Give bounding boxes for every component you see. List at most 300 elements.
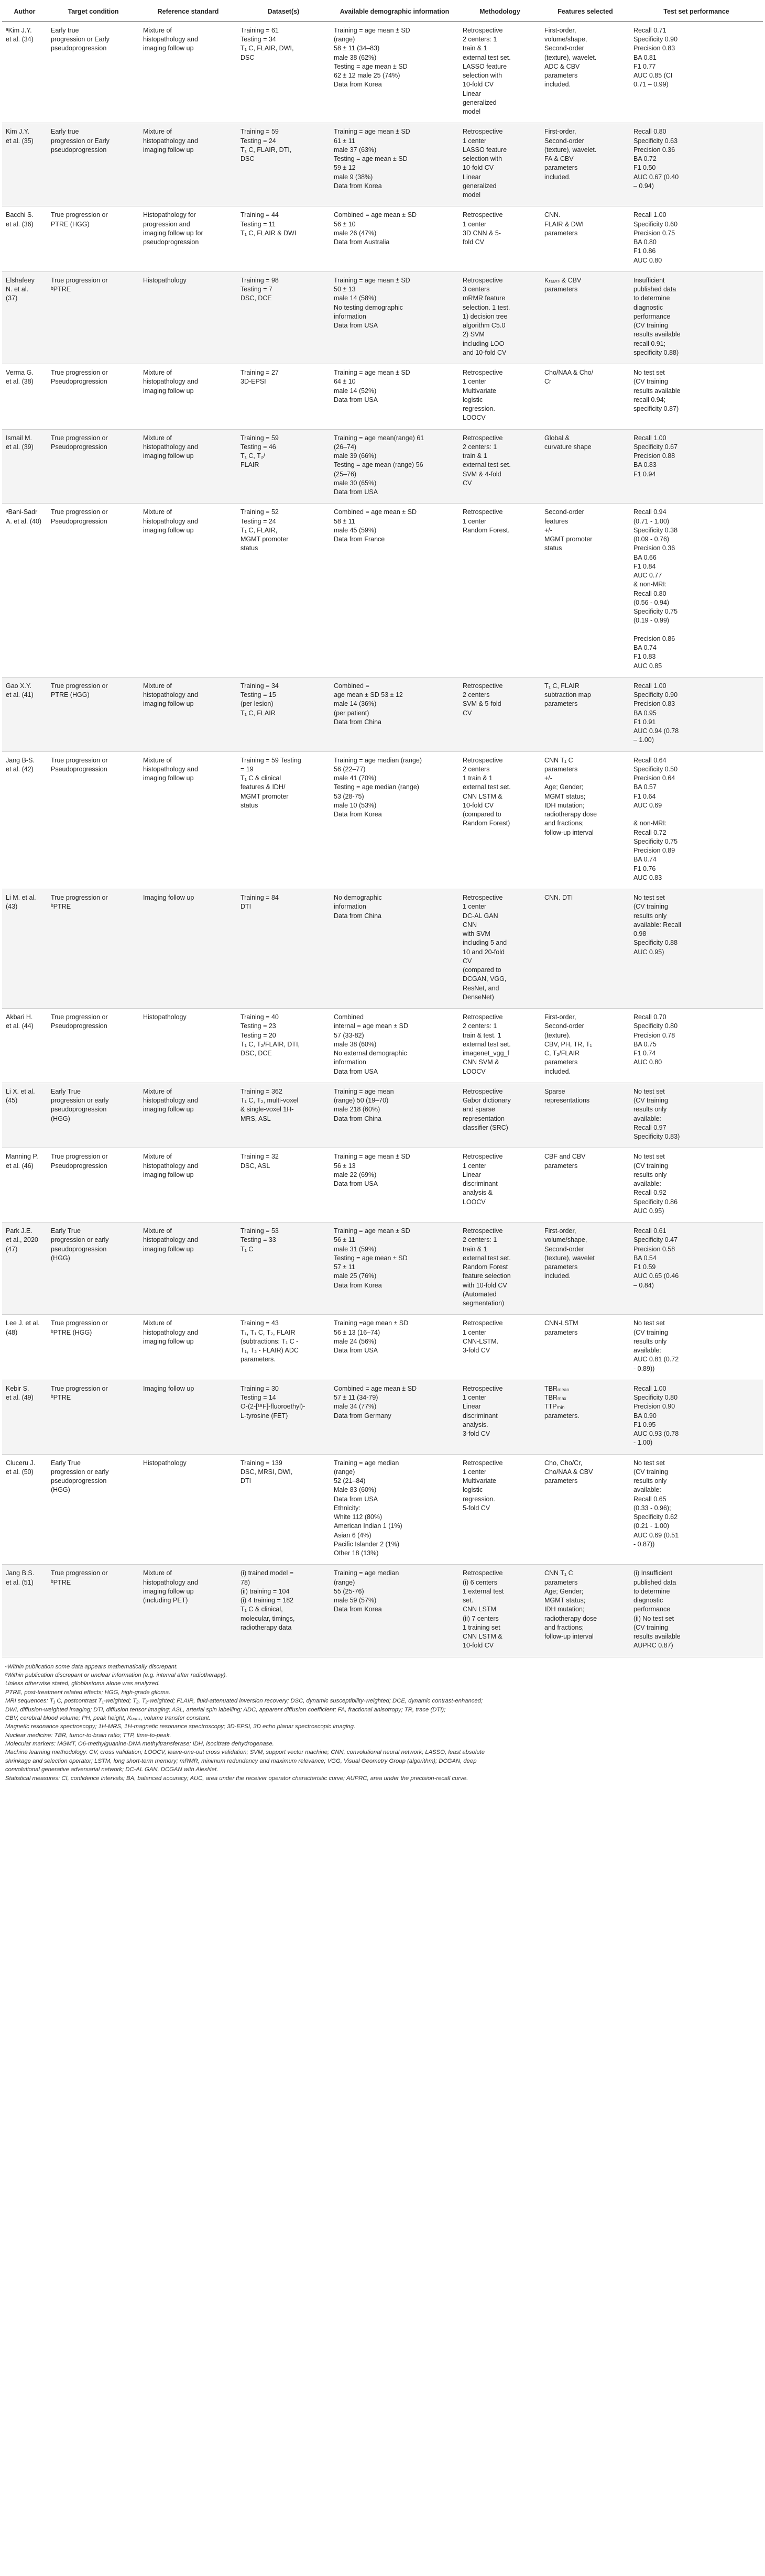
author-cell: [2, 123, 47, 206]
cell-line: (0.33 - 0.96);: [633, 1504, 671, 1512]
footnote-line: shrinkage and selection operator; LSTM, long short-term memory; mRMR, minimum redundancy and maximum relevance; VGG, Visual Geometry Group (algorithm); DCGAN, deep: [5, 1758, 477, 1764]
datasets-cell: [237, 1380, 330, 1454]
author-cell: [2, 1454, 47, 1565]
cell-line: First-order,: [544, 26, 576, 34]
cell-line: Age; Gender;: [544, 1587, 584, 1595]
cell-line: Bacchi S.: [6, 211, 34, 219]
cell-line: Training = age mean(range) 61: [334, 434, 424, 442]
footnote-line: MRI sequences: T₁ C, postcontrast T₁-weighted; T₂, T₂-weighted; FLAIR, fluid-attenuated inversion recovery; DSC, dynamic susceptibility-weighted; DCE, dynamic contrast-enhanced;: [5, 1698, 483, 1705]
cell-line: 3D-EPSI: [241, 378, 266, 386]
cell-line: MRS, ASL: [241, 1115, 271, 1122]
cell-line: (i) Insufficient: [633, 1569, 673, 1577]
cell-line: ResNet, and: [463, 984, 499, 992]
cell-line: First-order,: [544, 1227, 576, 1235]
cell-line: Retrospective: [463, 1013, 503, 1021]
cell-line: train & 1: [463, 1245, 487, 1253]
cell-line: 1 center: [463, 1394, 487, 1402]
cell-line: 0.98: [633, 930, 647, 938]
cell-line: 2 centers: 1: [463, 1236, 497, 1244]
cell-line: male 38 (60%): [334, 1040, 377, 1048]
cell-line: True progression or: [51, 211, 108, 219]
cell-line: Elshafeey: [6, 276, 35, 284]
cell-line: T₁ C: [241, 1245, 254, 1253]
cell-line: (37): [6, 294, 18, 302]
reference-standard-cell: [139, 1083, 237, 1148]
cell-line: published data: [633, 286, 676, 293]
cell-line: Training = age median: [334, 1459, 399, 1467]
cell-line: Second-order: [544, 1022, 584, 1030]
cell-line: BA 0.95: [633, 709, 657, 717]
cell-line: 52 (21–84): [334, 1477, 366, 1485]
cell-line: Sparse: [544, 1087, 565, 1095]
cell-line: included.: [544, 1067, 571, 1075]
reference-standard-cell: [139, 21, 237, 123]
cell-line: No demographic: [334, 894, 382, 902]
cell-line: Pseudoprogression: [51, 443, 107, 451]
cell-line: Li X. et al.: [6, 1087, 35, 1095]
cell-line: Recall 0.92: [633, 1189, 666, 1197]
cell-line: Global &: [544, 434, 570, 442]
cell-line: (CV training: [633, 1623, 668, 1631]
cell-line: (CV training: [633, 1097, 668, 1105]
performance-cell: [630, 123, 763, 206]
cell-line: included.: [544, 1272, 571, 1280]
target-condition-cell: [47, 1565, 139, 1657]
cell-line: parameters: [544, 765, 578, 773]
datasets-cell: [237, 1148, 330, 1222]
cell-line: Training = 362: [241, 1087, 282, 1095]
cell-line: Combined = age mean ± SD: [334, 508, 417, 516]
cell-line: – 0.94): [633, 182, 654, 190]
column-header: Reference standard: [139, 0, 237, 21]
cell-line: Training = age mean ± SD: [334, 369, 410, 377]
cell-line: Training = 59 Testing: [241, 756, 301, 764]
cell-line: included.: [544, 173, 571, 181]
cell-line: Mixture of: [143, 128, 172, 136]
features-cell: [541, 504, 630, 678]
cell-line: selection with: [463, 155, 502, 163]
footnote-line: Magnetic resonance spectroscopy; 1H-MRS, 1H-magnetic resonance spectroscopy; 3D-EPSI, 3D echo planar spectroscopic imaging.: [5, 1723, 356, 1730]
cell-line: Recall 0.72: [633, 828, 666, 836]
cell-line: molecular, timings,: [241, 1614, 295, 1622]
performance-cell: [630, 1454, 763, 1565]
performance-cell: [630, 1315, 763, 1380]
cell-line: representation: [463, 1115, 505, 1122]
cell-line: No testing demographic: [334, 303, 403, 311]
cell-line: Training = age mean ± SD: [334, 26, 410, 34]
author-cell: [2, 504, 47, 678]
cell-line: (i) 4 training = 182: [241, 1597, 294, 1604]
methodology-cell: [459, 504, 541, 678]
cell-line: (i) 6 centers: [463, 1578, 497, 1586]
cell-line: Early true: [51, 26, 79, 34]
cell-line: Retrospective: [463, 894, 503, 902]
cell-line: published data: [633, 1578, 676, 1586]
cell-line: Testing = 15: [241, 691, 276, 699]
cell-line: AUC 0.69 (0.51: [633, 1531, 679, 1539]
cell-line: (texture), wavelet.: [544, 53, 597, 61]
cell-line: curvature shape: [544, 443, 592, 451]
footnote-line: Statistical measures: CI, confidence intervals; BA, balanced accuracy; AUC, area under the receiver operator characteristic curve; AUPRC, area under the precision-recall curve.: [5, 1775, 468, 1782]
cell-line: (per lesion): [241, 700, 274, 708]
cell-line: radiotherapy dose: [544, 811, 597, 818]
cell-line: histopathology and: [143, 378, 198, 386]
cell-line: Training = 43: [241, 1319, 279, 1327]
cell-line: Retrospective: [463, 434, 503, 442]
cell-line: Lee J. et al.: [6, 1319, 40, 1327]
cell-line: Li M. et al.: [6, 894, 36, 902]
target-condition-cell: [47, 504, 139, 678]
footnote-line: Machine learning methodology: CV, cross validation; LOOCV, leave-one-out cross validation; SVM, support vector machine; CNN, convolutional neural network; LASSO, least absolute: [5, 1749, 485, 1756]
cell-line: – 0.84): [633, 1281, 654, 1289]
cell-line: F1 0.95: [633, 1421, 656, 1428]
cell-line: set.: [463, 1597, 474, 1604]
footnote-line: ᵇWithin publication discrepant or unclear information (e.g. interval after radiotherapy).: [5, 1672, 227, 1678]
cell-line: male 25 (76%): [334, 1272, 377, 1280]
table-footnotes: [2, 1657, 763, 1787]
cell-line: CBV, PH, TR, T₁: [544, 1040, 592, 1048]
cell-line: (including PET): [143, 1597, 188, 1604]
cell-line: 1 training set: [463, 1623, 500, 1631]
cell-line: male 59 (57%): [334, 1597, 377, 1604]
cell-line: 5-fold CV: [463, 1504, 490, 1512]
cell-line: Retrospective: [463, 756, 503, 764]
cell-line: results available: [633, 1633, 681, 1641]
table-row: [2, 1315, 763, 1380]
cell-line: segmentation): [463, 1300, 505, 1307]
cell-line: True progression or: [51, 1013, 108, 1021]
cell-line: Kₜᵣₐₙₛ & CBV: [544, 276, 582, 284]
cell-line: 1 external test: [463, 1587, 504, 1595]
cell-line: Early True: [51, 1227, 81, 1235]
cell-line: 56 ± 13: [334, 1162, 356, 1170]
datasets-cell: [237, 206, 330, 272]
features-cell: [541, 206, 630, 272]
cell-line: DSC: [241, 155, 255, 163]
cell-line: Recall 0.61: [633, 1227, 666, 1235]
cell-line: imaging follow up: [143, 1106, 194, 1114]
datasets-cell: [237, 677, 330, 751]
cell-line: DCGAN, VGG,: [463, 975, 507, 983]
header-row: [2, 0, 763, 21]
reference-standard-cell: [139, 504, 237, 678]
table-row: [2, 1009, 763, 1083]
table-row: [2, 1083, 763, 1148]
cell-line: Specificity 0.75: [633, 837, 678, 845]
table-row: [2, 429, 763, 504]
cell-line: Insufficient: [633, 276, 665, 284]
cell-line: male 14 (58%): [334, 294, 377, 302]
column-header: Features selected: [541, 0, 630, 21]
column-header: Test set performance: [630, 0, 763, 21]
table-row: [2, 1148, 763, 1222]
cell-line: BA 0.66: [633, 553, 657, 561]
author-cell: [2, 1083, 47, 1148]
demographics-cell: [330, 1315, 459, 1380]
footnote-line: Unless otherwise stated, glioblastoma alone was analyzed.: [5, 1680, 160, 1687]
cell-line: T₁ C, FLAIR,: [241, 526, 278, 534]
cell-line: et al. (36): [6, 220, 34, 228]
methodology-cell: [459, 429, 541, 504]
cell-line: et al. (50): [6, 1468, 34, 1476]
cell-line: Recall 0.64: [633, 756, 666, 764]
cell-line: – 1.00): [633, 736, 654, 744]
cell-line: MGMT promoter: [241, 536, 289, 543]
cell-line: Specificity 0.83): [633, 1133, 680, 1141]
cell-line: 62 ± 12 male 25 (74%): [334, 72, 400, 80]
cell-line: T₁ C & clinical,: [241, 1606, 283, 1613]
cell-line: imaging follow up for: [143, 229, 203, 237]
cell-line: (i) trained model =: [241, 1569, 294, 1577]
datasets-cell: [237, 429, 330, 504]
cell-line: Training = 59: [241, 434, 279, 442]
cell-line: T₁ C & clinical: [241, 774, 281, 782]
cell-line: Second-order: [544, 137, 584, 145]
cell-line: pseudoprogression: [51, 45, 107, 52]
methodology-cell: [459, 889, 541, 1009]
cell-line: Training = 84: [241, 894, 279, 902]
cell-line: Testing = 20: [241, 1031, 276, 1039]
cell-line: imaging follow up: [143, 45, 194, 52]
cell-line: BA 0.83: [633, 461, 657, 469]
cell-line: generalized: [463, 99, 497, 106]
cell-line: (CV training: [633, 1162, 668, 1170]
cell-line: et al. (41): [6, 691, 34, 699]
cell-line: et al. (44): [6, 1022, 34, 1030]
cell-line: Recall 0.80: [633, 128, 666, 136]
cell-line: Histopathology: [143, 1459, 187, 1467]
datasets-cell: [237, 21, 330, 123]
cell-line: Recall 1.00: [633, 434, 666, 442]
cell-line: LASSO feature: [463, 146, 507, 154]
cell-line: BA 0.57: [633, 783, 657, 791]
cell-line: (ii) training = 104: [241, 1587, 290, 1595]
cell-line: Combined: [334, 1013, 364, 1021]
cell-line: IDH mutation;: [544, 1606, 585, 1613]
author-cell: [2, 1148, 47, 1222]
cell-line: Precision 0.58: [633, 1245, 675, 1253]
cell-line: Training = 61: [241, 26, 279, 34]
target-condition-cell: [47, 1083, 139, 1148]
cell-line: - 0.87)): [633, 1540, 655, 1548]
author-cell: [2, 1380, 47, 1454]
cell-line: Training = 44: [241, 211, 279, 219]
cell-line: Kebir S.: [6, 1384, 29, 1392]
cell-line: features & IDH/: [241, 783, 286, 791]
cell-line: imaging follow up: [143, 387, 194, 395]
cell-line: and sparse: [463, 1106, 495, 1114]
features-cell: [541, 1380, 630, 1454]
cell-line: Precision 0.90: [633, 1403, 675, 1411]
cell-line: male 14 (36%): [334, 700, 377, 708]
cell-line: imaging follow up: [143, 1245, 194, 1253]
cell-line: Cr: [544, 378, 552, 386]
methodology-cell: [459, 271, 541, 364]
methodology-cell: [459, 1083, 541, 1148]
cell-line: Specificity 0.50: [633, 765, 678, 773]
target-condition-cell: [47, 123, 139, 206]
cell-line: ADC & CBV: [544, 62, 580, 70]
cell-line: performance: [633, 1606, 671, 1613]
table-row: [2, 1222, 763, 1315]
cell-line: Early true: [51, 128, 79, 136]
author-cell: [2, 677, 47, 751]
demographics-cell: [330, 1454, 459, 1565]
cell-line: Testing = 33: [241, 1236, 276, 1244]
cell-line: No external demographic: [334, 1050, 407, 1057]
cell-line: classifier (SRC): [463, 1123, 508, 1131]
cell-line: Training = 52: [241, 508, 279, 516]
cell-line: Precision 0.88: [633, 452, 675, 460]
cell-line: (25–76): [334, 470, 357, 478]
cell-line: parameters: [544, 1578, 578, 1586]
cell-line: Data from China: [334, 1115, 382, 1122]
demographics-cell: [330, 1380, 459, 1454]
cell-line: Specificity 0.90: [633, 691, 678, 699]
performance-cell: [630, 1083, 763, 1148]
cell-line: Testing = 46: [241, 443, 276, 451]
cell-line: Park J.E.: [6, 1227, 32, 1235]
cell-line: parameters: [544, 229, 578, 237]
cell-line: Precision 0.86: [633, 635, 675, 642]
cell-line: True progression or: [51, 1319, 108, 1327]
cell-line: imaging follow up: [143, 1337, 194, 1345]
table-row: [2, 1454, 763, 1565]
cell-line: Data from USA: [334, 488, 378, 496]
cell-line: et al. (46): [6, 1162, 34, 1170]
cell-line: Retrospective: [463, 211, 503, 219]
cell-line: Recall 0.94: [633, 508, 666, 516]
cell-line: Training = age median: [334, 1569, 399, 1577]
cell-line: PTRE (HGG): [51, 220, 90, 228]
performance-cell: [630, 271, 763, 364]
cell-line: results only: [633, 1106, 667, 1114]
cell-line: Jang B-S.: [6, 756, 35, 764]
cell-line: Data from China: [334, 718, 382, 726]
cell-line: T₁ C, T₂/FLAIR, DTI,: [241, 1040, 300, 1048]
cell-line: Retrospective: [463, 1153, 503, 1161]
cell-line: radiotherapy data: [241, 1623, 292, 1631]
cell-line: CNN LSTM &: [463, 792, 502, 800]
features-cell: [541, 123, 630, 206]
cell-line: progression and: [143, 220, 190, 228]
cell-line: Data from USA: [334, 1495, 378, 1503]
performance-cell: [630, 677, 763, 751]
cell-line: Specificity 0.38: [633, 526, 678, 534]
cell-line: BA 0.54: [633, 1254, 657, 1262]
author-cell: [2, 1222, 47, 1315]
cell-line: Retrospective: [463, 128, 503, 136]
cell-line: AUC 0.80: [633, 256, 662, 264]
cell-line: LOOCV: [463, 414, 486, 422]
reference-standard-cell: [139, 1454, 237, 1565]
author-cell: [2, 1009, 47, 1083]
methodology-cell: [459, 21, 541, 123]
cell-line: Pseudoprogression: [51, 1162, 107, 1170]
cell-line: 58 ± 11 (34–83): [334, 45, 380, 52]
target-condition-cell: [47, 271, 139, 364]
table-row: [2, 1380, 763, 1454]
cell-line: Specificity 0.86: [633, 1198, 678, 1206]
cell-line: available:: [633, 1115, 661, 1122]
footnote-line: ᵃWithin publication some data appears mathematically discrepant.: [5, 1663, 178, 1670]
cell-line: 1 center: [463, 1328, 487, 1336]
cell-line: Random Forest.: [463, 526, 510, 534]
cell-line: male 31 (59%): [334, 1245, 377, 1253]
datasets-cell: [237, 271, 330, 364]
cell-line: histopathology and: [143, 1328, 198, 1336]
table-body: [2, 21, 763, 1657]
cell-line: (45): [6, 1097, 18, 1105]
cell-line: regression.: [463, 405, 495, 413]
cell-line: (ii) 7 centers: [463, 1614, 499, 1622]
cell-line: volume/shape,: [544, 1236, 587, 1244]
cell-line: +/-: [544, 774, 552, 782]
cell-line: Retrospective: [463, 1319, 503, 1327]
cell-line: 56 ± 13 (16–74): [334, 1328, 380, 1336]
cell-line: AUC 0.69: [633, 801, 662, 809]
cell-line: L-tyrosine (FET): [241, 1412, 288, 1420]
cell-line: (range): [334, 1578, 355, 1586]
cell-line: Data from China: [334, 912, 382, 920]
cell-line: Training = age median (range): [334, 756, 422, 764]
cell-line: American Indian 1 (1%): [334, 1522, 402, 1530]
cell-line: Retrospective: [463, 369, 503, 377]
cell-line: male 9 (38%): [334, 173, 373, 181]
table-row: [2, 206, 763, 272]
cell-line: Precision 0.36: [633, 146, 675, 154]
cell-line: volume/shape,: [544, 36, 587, 43]
cell-line: Second-order: [544, 45, 584, 52]
cell-line: Mixture of: [143, 756, 172, 764]
cell-line: AUC 0.81 (0.72: [633, 1356, 679, 1363]
cell-line: information: [334, 1058, 366, 1066]
cell-line: (HGG): [51, 1486, 70, 1494]
cell-line: F1 0.86: [633, 247, 656, 255]
methodology-cell: [459, 1315, 541, 1380]
cell-line: Kim J.Y.: [6, 128, 29, 136]
cell-line: Data from USA: [334, 1180, 378, 1188]
cell-line: discriminant: [463, 1412, 498, 1420]
cell-line: histopathology and: [143, 1236, 198, 1244]
cell-line: Training = 32: [241, 1153, 279, 1161]
datasets-cell: [237, 751, 330, 889]
cell-line: T₁ C, FLAIR, DTI,: [241, 146, 292, 154]
cell-line: available:: [633, 1347, 661, 1355]
cell-line: Ismail M.: [6, 434, 32, 442]
methodology-cell: [459, 206, 541, 272]
cell-line: CNN LSTM: [463, 1606, 496, 1613]
target-condition-cell: [47, 1454, 139, 1565]
performance-cell: [630, 206, 763, 272]
features-cell: [541, 1565, 630, 1657]
cell-line: Mixture of: [143, 682, 172, 690]
cell-line: Training = 139: [241, 1459, 282, 1467]
cell-line: True progression or: [51, 1384, 108, 1392]
reference-standard-cell: [139, 1380, 237, 1454]
cell-line: True progression or: [51, 369, 108, 377]
cell-line: DSC, DCE: [241, 294, 272, 302]
cell-line: regression.: [463, 1495, 495, 1503]
cell-line: T₁, T₁ C, T₂, FLAIR: [241, 1328, 296, 1336]
cell-line: subtraction map: [544, 691, 591, 699]
demographics-cell: [330, 751, 459, 889]
table-row: [2, 504, 763, 678]
author-cell: [2, 1565, 47, 1657]
cell-line: (compared to: [463, 966, 501, 974]
performance-cell: [630, 751, 763, 889]
cell-line: N. et al.: [6, 286, 29, 293]
